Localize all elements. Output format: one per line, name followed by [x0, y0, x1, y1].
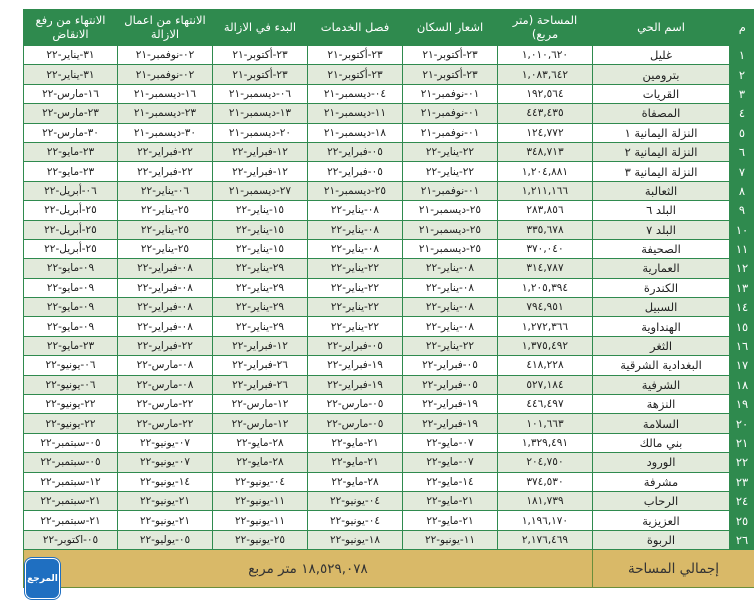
removal-end-date: ١٤-يونيو-٢٢ [118, 472, 213, 491]
table-row [24, 259, 754, 278]
row-index: ١٠ [730, 220, 754, 239]
header-index: م [730, 9, 754, 46]
row-index: ٧ [730, 162, 754, 181]
neighborhood-name: البغدادية الشرقية [593, 356, 730, 375]
removal-start-date: ٢٥-يونيو-٢٢ [213, 530, 308, 549]
removal-start-date: ١٥-يناير-٢٢ [213, 239, 308, 258]
removal-end-date: ١٦-ديسمبر-٢١ [118, 84, 213, 103]
removal-end-date: ٢٥-يناير-٢٢ [118, 220, 213, 239]
services-cutoff-date: ٠٨-يناير-٢٢ [308, 220, 403, 239]
removal-end-date: ٠٨-مارس-٢٢ [118, 375, 213, 394]
header-removal-end: الانتهاء من اعمال الازالة [118, 9, 213, 46]
residents-notice-date: ٢١-مايو-٢٢ [403, 491, 498, 510]
removal-end-date: ٠٢-نوفمبر-٢١ [118, 46, 213, 65]
removal-start-date: ١٢-فبراير-٢٢ [213, 142, 308, 161]
row-index: ٢٦ [730, 530, 754, 549]
debris-end-date: ٢٥-أبريل-٢٢ [24, 239, 118, 258]
removal-start-date: ٢٧-ديسمبر-٢١ [213, 181, 308, 200]
neighborhood-name: المصفاة [593, 104, 730, 123]
header-area: المساحة (متر مربع) [498, 9, 593, 46]
services-cutoff-date: ٠٤-يونيو-٢٢ [308, 511, 403, 530]
debris-end-date: ٠٦-أبريل-٢٢ [24, 181, 118, 200]
removal-end-date: ٠٨-فبراير-٢٢ [118, 298, 213, 317]
residents-notice-date: ٠١-نوفمبر-٢١ [403, 104, 498, 123]
neighborhood-name: بني مالك [593, 433, 730, 452]
debris-end-date: ٢١-سبتمبر-٢٢ [24, 491, 118, 510]
area-value: ١٩٢,٥٦٤ [498, 84, 593, 103]
services-cutoff-date: ٢١-مايو-٢٢ [308, 453, 403, 472]
residents-notice-date: ٢٥-ديسمبر-٢١ [403, 239, 498, 258]
services-cutoff-date: ٢٢-يناير-٢٢ [308, 317, 403, 336]
services-cutoff-date: ٠٥-فبراير-٢٢ [308, 142, 403, 161]
debris-end-date: ١٦-مارس-٢٢ [24, 84, 118, 103]
removal-start-date: ٢٦-فبراير-٢٢ [213, 356, 308, 375]
removal-end-date: ٠٢-نوفمبر-٢١ [118, 65, 213, 84]
debris-end-date: ٣٠-مارس-٢٢ [24, 123, 118, 142]
table-header-row [24, 9, 754, 46]
area-value: ١٨١,٧٣٩ [498, 491, 593, 510]
table-row [24, 65, 754, 84]
residents-notice-date: ٢٢-يناير-٢٢ [403, 336, 498, 355]
removal-start-date: ٢٩-يناير-٢٢ [213, 259, 308, 278]
residents-notice-date: ١٤-مايو-٢٢ [403, 472, 498, 491]
debris-end-date: ٠٩-مايو-٢٢ [24, 259, 118, 278]
total-area-label: إجمالي المساحة [593, 550, 754, 588]
neighborhood-name: النزلة اليمانية ٢ [593, 142, 730, 161]
area-value: ٣١٤,٧٨٧ [498, 259, 593, 278]
residents-notice-date: ١١-يونيو-٢٢ [403, 530, 498, 549]
removal-start-date: ١١-يونيو-٢٢ [213, 511, 308, 530]
demolition-schedule-table-wrapper [23, 9, 754, 588]
services-cutoff-date: ١٩-فبراير-٢٢ [308, 375, 403, 394]
debris-end-date: ٠٥-اكتوبر-٢٢ [24, 530, 118, 549]
table-row [24, 298, 754, 317]
area-value: ١,٢٠٥,٣٩٤ [498, 278, 593, 297]
row-index: ٦ [730, 142, 754, 161]
area-value: ١,٠٨٣,٦٤٢ [498, 65, 593, 84]
area-value: ١,٣٢٩,٤٩١ [498, 433, 593, 452]
neighborhood-name: الثغر [593, 336, 730, 355]
table-row [24, 336, 754, 355]
area-value: ١٠١,٦٦٣ [498, 414, 593, 433]
removal-end-date: ٢٢-فبراير-٢٢ [118, 336, 213, 355]
residents-notice-date: ٠٥-فبراير-٢٢ [403, 375, 498, 394]
removal-end-date: ٢٣-ديسمبر-٢١ [118, 104, 213, 123]
services-cutoff-date: ٢٨-مايو-٢٢ [308, 472, 403, 491]
table-row [24, 220, 754, 239]
area-value: ٢٨٣,٨٥٦ [498, 201, 593, 220]
neighborhood-name: الربوة [593, 530, 730, 549]
row-index: ٩ [730, 201, 754, 220]
debris-end-date: ٠٥-سبتمبر-٢٢ [24, 453, 118, 472]
area-value: ٣٤٨,٧١٣ [498, 142, 593, 161]
services-cutoff-date: ٢٢-يناير-٢٢ [308, 298, 403, 317]
table-row [24, 162, 754, 181]
row-index: ٢٤ [730, 491, 754, 510]
neighborhood-name: الكندرة [593, 278, 730, 297]
table-row [24, 201, 754, 220]
residents-notice-date: ٢١-مايو-٢٢ [403, 511, 498, 530]
removal-start-date: ١٥-يناير-٢٢ [213, 201, 308, 220]
row-index: ٢٣ [730, 472, 754, 491]
area-value: ١,٣٧٥,٤٩٢ [498, 336, 593, 355]
removal-end-date: ٠٦-يناير-٢٢ [118, 181, 213, 200]
removal-start-date: ٢٣-أكتوبر-٢١ [213, 65, 308, 84]
table-row [24, 375, 754, 394]
row-index: ١٨ [730, 375, 754, 394]
residents-notice-date: ١٩-فبراير-٢٢ [403, 414, 498, 433]
removal-start-date: ١٣-ديسمبر-٢١ [213, 104, 308, 123]
services-cutoff-date: ٢٢-يناير-٢٢ [308, 278, 403, 297]
neighborhood-name: الشرفية [593, 375, 730, 394]
removal-end-date: ٠٧-يونيو-٢٢ [118, 433, 213, 452]
neighborhood-name: العمارية [593, 259, 730, 278]
residents-notice-date: ٢٢-يناير-٢٢ [403, 142, 498, 161]
services-cutoff-date: ١٩-فبراير-٢٢ [308, 356, 403, 375]
row-index: ١٦ [730, 336, 754, 355]
table-row [24, 104, 754, 123]
removal-start-date: ٠٤-يونيو-٢٢ [213, 472, 308, 491]
removal-start-date: ٠٦-ديسمبر-٢١ [213, 84, 308, 103]
area-value: ٤٤٣,٤٣٥ [498, 104, 593, 123]
neighborhood-name: بترومين [593, 65, 730, 84]
area-value: ٧٩٤,٩٥١ [498, 298, 593, 317]
row-index: ١ [730, 46, 754, 65]
removal-start-date: ٢٣-أكتوبر-٢١ [213, 46, 308, 65]
debris-end-date: ٠٥-سبتمبر-٢٢ [24, 433, 118, 452]
row-index: ٢ [730, 65, 754, 84]
table-row [24, 317, 754, 336]
area-value: ١,٢٧٢,٣٦٦ [498, 317, 593, 336]
removal-start-date: ١٥-يناير-٢٢ [213, 220, 308, 239]
table-row [24, 46, 754, 65]
removal-start-date: ١٢-فبراير-٢٢ [213, 162, 308, 181]
removal-end-date: ٠٨-فبراير-٢٢ [118, 259, 213, 278]
area-value: ٢٠٤,٧٥٠ [498, 453, 593, 472]
header-services-cutoff: فصل الخدمات [308, 9, 403, 46]
debris-end-date: ٠٦-يونيو-٢٢ [24, 356, 118, 375]
services-cutoff-date: ٠٤-يونيو-٢٢ [308, 491, 403, 510]
row-index: ٢١ [730, 433, 754, 452]
debris-end-date: ٢٣-مايو-٢٢ [24, 336, 118, 355]
neighborhood-name: الصحيفة [593, 239, 730, 258]
total-area-row [24, 550, 754, 588]
residents-notice-date: ٠٨-يناير-٢٢ [403, 317, 498, 336]
debris-end-date: ٠٦-يونيو-٢٢ [24, 375, 118, 394]
row-index: ٢٥ [730, 511, 754, 530]
debris-end-date: ٣١-يناير-٢٢ [24, 46, 118, 65]
neighborhood-name: النزلة اليمانية ١ [593, 123, 730, 142]
neighborhood-name: الهنداوية [593, 317, 730, 336]
removal-start-date: ١٢-مارس-٢٢ [213, 395, 308, 414]
removal-end-date: ٢٢-فبراير-٢٢ [118, 162, 213, 181]
debris-end-date: ٢٣-مايو-٢٢ [24, 142, 118, 161]
removal-start-date: ٢٦-فبراير-٢٢ [213, 375, 308, 394]
neighborhood-name: الرحاب [593, 491, 730, 510]
neighborhood-name: غليل [593, 46, 730, 65]
residents-notice-date: ٢٣-أكتوبر-٢١ [403, 65, 498, 84]
neighborhood-name: الثعالبة [593, 181, 730, 200]
area-value: ١,٢٠٤,٨٨١ [498, 162, 593, 181]
removal-start-date: ١١-يونيو-٢٢ [213, 491, 308, 510]
neighborhood-name: البلد ٧ [593, 220, 730, 239]
removal-start-date: ٢٨-مايو-٢٢ [213, 453, 308, 472]
area-value: ٣٧٠,٠٤٠ [498, 239, 593, 258]
area-value: ١,١٩٦,١٧٠ [498, 511, 593, 530]
neighborhood-name: القريات [593, 84, 730, 103]
services-cutoff-date: ١١-ديسمبر-٢١ [308, 104, 403, 123]
row-index: ٢٢ [730, 453, 754, 472]
demolition-schedule-table [23, 9, 754, 588]
removal-start-date: ٢٩-يناير-٢٢ [213, 278, 308, 297]
area-value: ٤١٨,٢٢٨ [498, 356, 593, 375]
residents-notice-date: ٢٢-يناير-٢٢ [403, 162, 498, 181]
removal-end-date: ٠٨-فبراير-٢٢ [118, 317, 213, 336]
table-row [24, 84, 754, 103]
area-value: ١,٢١١,١٦٦ [498, 181, 593, 200]
services-cutoff-date: ٢٢-يناير-٢٢ [308, 259, 403, 278]
debris-end-date: ٢٥-أبريل-٢٢ [24, 220, 118, 239]
services-cutoff-date: ٢١-مايو-٢٢ [308, 433, 403, 452]
row-index: ٢٠ [730, 414, 754, 433]
area-value: ١٢٤,٧٧٢ [498, 123, 593, 142]
row-index: ١٥ [730, 317, 754, 336]
services-cutoff-date: ١٨-يونيو-٢٢ [308, 530, 403, 549]
row-index: ١٣ [730, 278, 754, 297]
header-debris-end: الانتهاء من رفع الانقاض [24, 9, 118, 46]
removal-end-date: ٢٢-مارس-٢٢ [118, 395, 213, 414]
row-index: ١١ [730, 239, 754, 258]
row-index: ١٧ [730, 356, 754, 375]
row-index: ٣ [730, 84, 754, 103]
header-removal-start: البدء في الازالة [213, 9, 308, 46]
table-row [24, 414, 754, 433]
neighborhood-name: الورود [593, 453, 730, 472]
table-row [24, 491, 754, 510]
row-index: ١٩ [730, 395, 754, 414]
area-value: ١,٠١٠,٦٢٠ [498, 46, 593, 65]
services-cutoff-date: ٠٥-مارس-٢٢ [308, 395, 403, 414]
removal-start-date: ١٢-فبراير-٢٢ [213, 336, 308, 355]
total-area-value: ١٨,٥٢٩,٠٧٨ متر مربع [24, 550, 593, 588]
row-index: ٨ [730, 181, 754, 200]
removal-start-date: ٢٩-يناير-٢٢ [213, 298, 308, 317]
area-value: ٥٢٧,١٨٤ [498, 375, 593, 394]
removal-start-date: ١٢-مارس-٢٢ [213, 414, 308, 433]
removal-end-date: ٣٠-ديسمبر-٢١ [118, 123, 213, 142]
removal-end-date: ٠٨-فبراير-٢٢ [118, 278, 213, 297]
table-row [24, 181, 754, 200]
area-value: ٤٤٦,٤٩٧ [498, 395, 593, 414]
residents-notice-date: ٠٥-فبراير-٢٢ [403, 356, 498, 375]
removal-end-date: ٢١-يونيو-٢٢ [118, 491, 213, 510]
residents-notice-date: ٠٧-مايو-٢٢ [403, 453, 498, 472]
almrj3-logo [25, 558, 60, 599]
removal-start-date: ٢٩-يناير-٢٢ [213, 317, 308, 336]
row-index: ١٢ [730, 259, 754, 278]
services-cutoff-date: ٠٥-فبراير-٢٢ [308, 162, 403, 181]
residents-notice-date: ٠١-نوفمبر-٢١ [403, 123, 498, 142]
services-cutoff-date: ٠٨-يناير-٢٢ [308, 239, 403, 258]
services-cutoff-date: ٢٣-أكتوبر-٢١ [308, 46, 403, 65]
area-value: ٣٧٤,٥٣٠ [498, 472, 593, 491]
row-index: ١٤ [730, 298, 754, 317]
services-cutoff-date: ٢٣-أكتوبر-٢١ [308, 65, 403, 84]
table-row [24, 123, 754, 142]
services-cutoff-date: ٠٥-فبراير-٢٢ [308, 336, 403, 355]
debris-end-date: ٠٩-مايو-٢٢ [24, 298, 118, 317]
neighborhood-name: النزلة اليمانية ٣ [593, 162, 730, 181]
table-row [24, 433, 754, 452]
area-value: ٣٣٥,٦٧٨ [498, 220, 593, 239]
neighborhood-name: البلد ٦ [593, 201, 730, 220]
logo-text: المرجع [27, 573, 58, 584]
table-row [24, 472, 754, 491]
removal-end-date: ٢١-يونيو-٢٢ [118, 511, 213, 530]
removal-end-date: ٢٥-يناير-٢٢ [118, 201, 213, 220]
residents-notice-date: ٠١-نوفمبر-٢١ [403, 181, 498, 200]
services-cutoff-date: ٢٥-ديسمبر-٢١ [308, 181, 403, 200]
area-value: ٢,١٧٦,٤٦٩ [498, 530, 593, 549]
debris-end-date: ٢٣-مايو-٢٢ [24, 162, 118, 181]
debris-end-date: ٠٩-مايو-٢٢ [24, 278, 118, 297]
table-row [24, 142, 754, 161]
removal-end-date: ٠٨-مارس-٢٢ [118, 356, 213, 375]
table-row [24, 239, 754, 258]
neighborhood-name: العزيزية [593, 511, 730, 530]
services-cutoff-date: ٠٨-يناير-٢٢ [308, 201, 403, 220]
table-row [24, 356, 754, 375]
residents-notice-date: ٢٥-ديسمبر-٢١ [403, 201, 498, 220]
removal-start-date: ٢٠-ديسمبر-٢١ [213, 123, 308, 142]
neighborhood-name: السبيل [593, 298, 730, 317]
table-row [24, 395, 754, 414]
neighborhood-name: النزهة [593, 395, 730, 414]
residents-notice-date: ٠٨-يناير-٢٢ [403, 259, 498, 278]
header-residents-notice: اشعار السكان [403, 9, 498, 46]
table-body [24, 46, 754, 550]
row-index: ٥ [730, 123, 754, 142]
header-neighborhood-name: اسم الحي [593, 9, 730, 46]
debris-end-date: ٢٢-يونيو-٢٢ [24, 414, 118, 433]
removal-end-date: ٠٥-يوليو-٢٢ [118, 530, 213, 549]
debris-end-date: ١٢-سبتمبر-٢٢ [24, 472, 118, 491]
residents-notice-date: ٢٣-أكتوبر-٢١ [403, 46, 498, 65]
table-row [24, 453, 754, 472]
residents-notice-date: ٢٥-ديسمبر-٢١ [403, 220, 498, 239]
residents-notice-date: ٠١-نوفمبر-٢١ [403, 84, 498, 103]
debris-end-date: ٢١-سبتمبر-٢٢ [24, 511, 118, 530]
removal-end-date: ٠٧-يونيو-٢٢ [118, 453, 213, 472]
row-index: ٤ [730, 104, 754, 123]
services-cutoff-date: ٠٤-ديسمبر-٢١ [308, 84, 403, 103]
neighborhood-name: السلامة [593, 414, 730, 433]
table-row [24, 530, 754, 549]
removal-end-date: ٢٢-مارس-٢٢ [118, 414, 213, 433]
debris-end-date: ٠٩-مايو-٢٢ [24, 317, 118, 336]
debris-end-date: ٢٣-مارس-٢٢ [24, 104, 118, 123]
services-cutoff-date: ٠٥-مارس-٢٢ [308, 414, 403, 433]
table-row [24, 278, 754, 297]
debris-end-date: ٢٢-يونيو-٢٢ [24, 395, 118, 414]
removal-end-date: ٢٥-يناير-٢٢ [118, 239, 213, 258]
services-cutoff-date: ١٨-ديسمبر-٢١ [308, 123, 403, 142]
residents-notice-date: ١٩-فبراير-٢٢ [403, 395, 498, 414]
removal-start-date: ٢٨-مايو-٢٢ [213, 433, 308, 452]
debris-end-date: ٢٥-أبريل-٢٢ [24, 201, 118, 220]
residents-notice-date: ٠٧-مايو-٢٢ [403, 433, 498, 452]
removal-end-date: ٢٢-فبراير-٢٢ [118, 142, 213, 161]
residents-notice-date: ٠٨-يناير-٢٢ [403, 298, 498, 317]
debris-end-date: ٣١-يناير-٢٢ [24, 65, 118, 84]
residents-notice-date: ٠٨-يناير-٢٢ [403, 278, 498, 297]
table-row [24, 511, 754, 530]
neighborhood-name: مشرفة [593, 472, 730, 491]
